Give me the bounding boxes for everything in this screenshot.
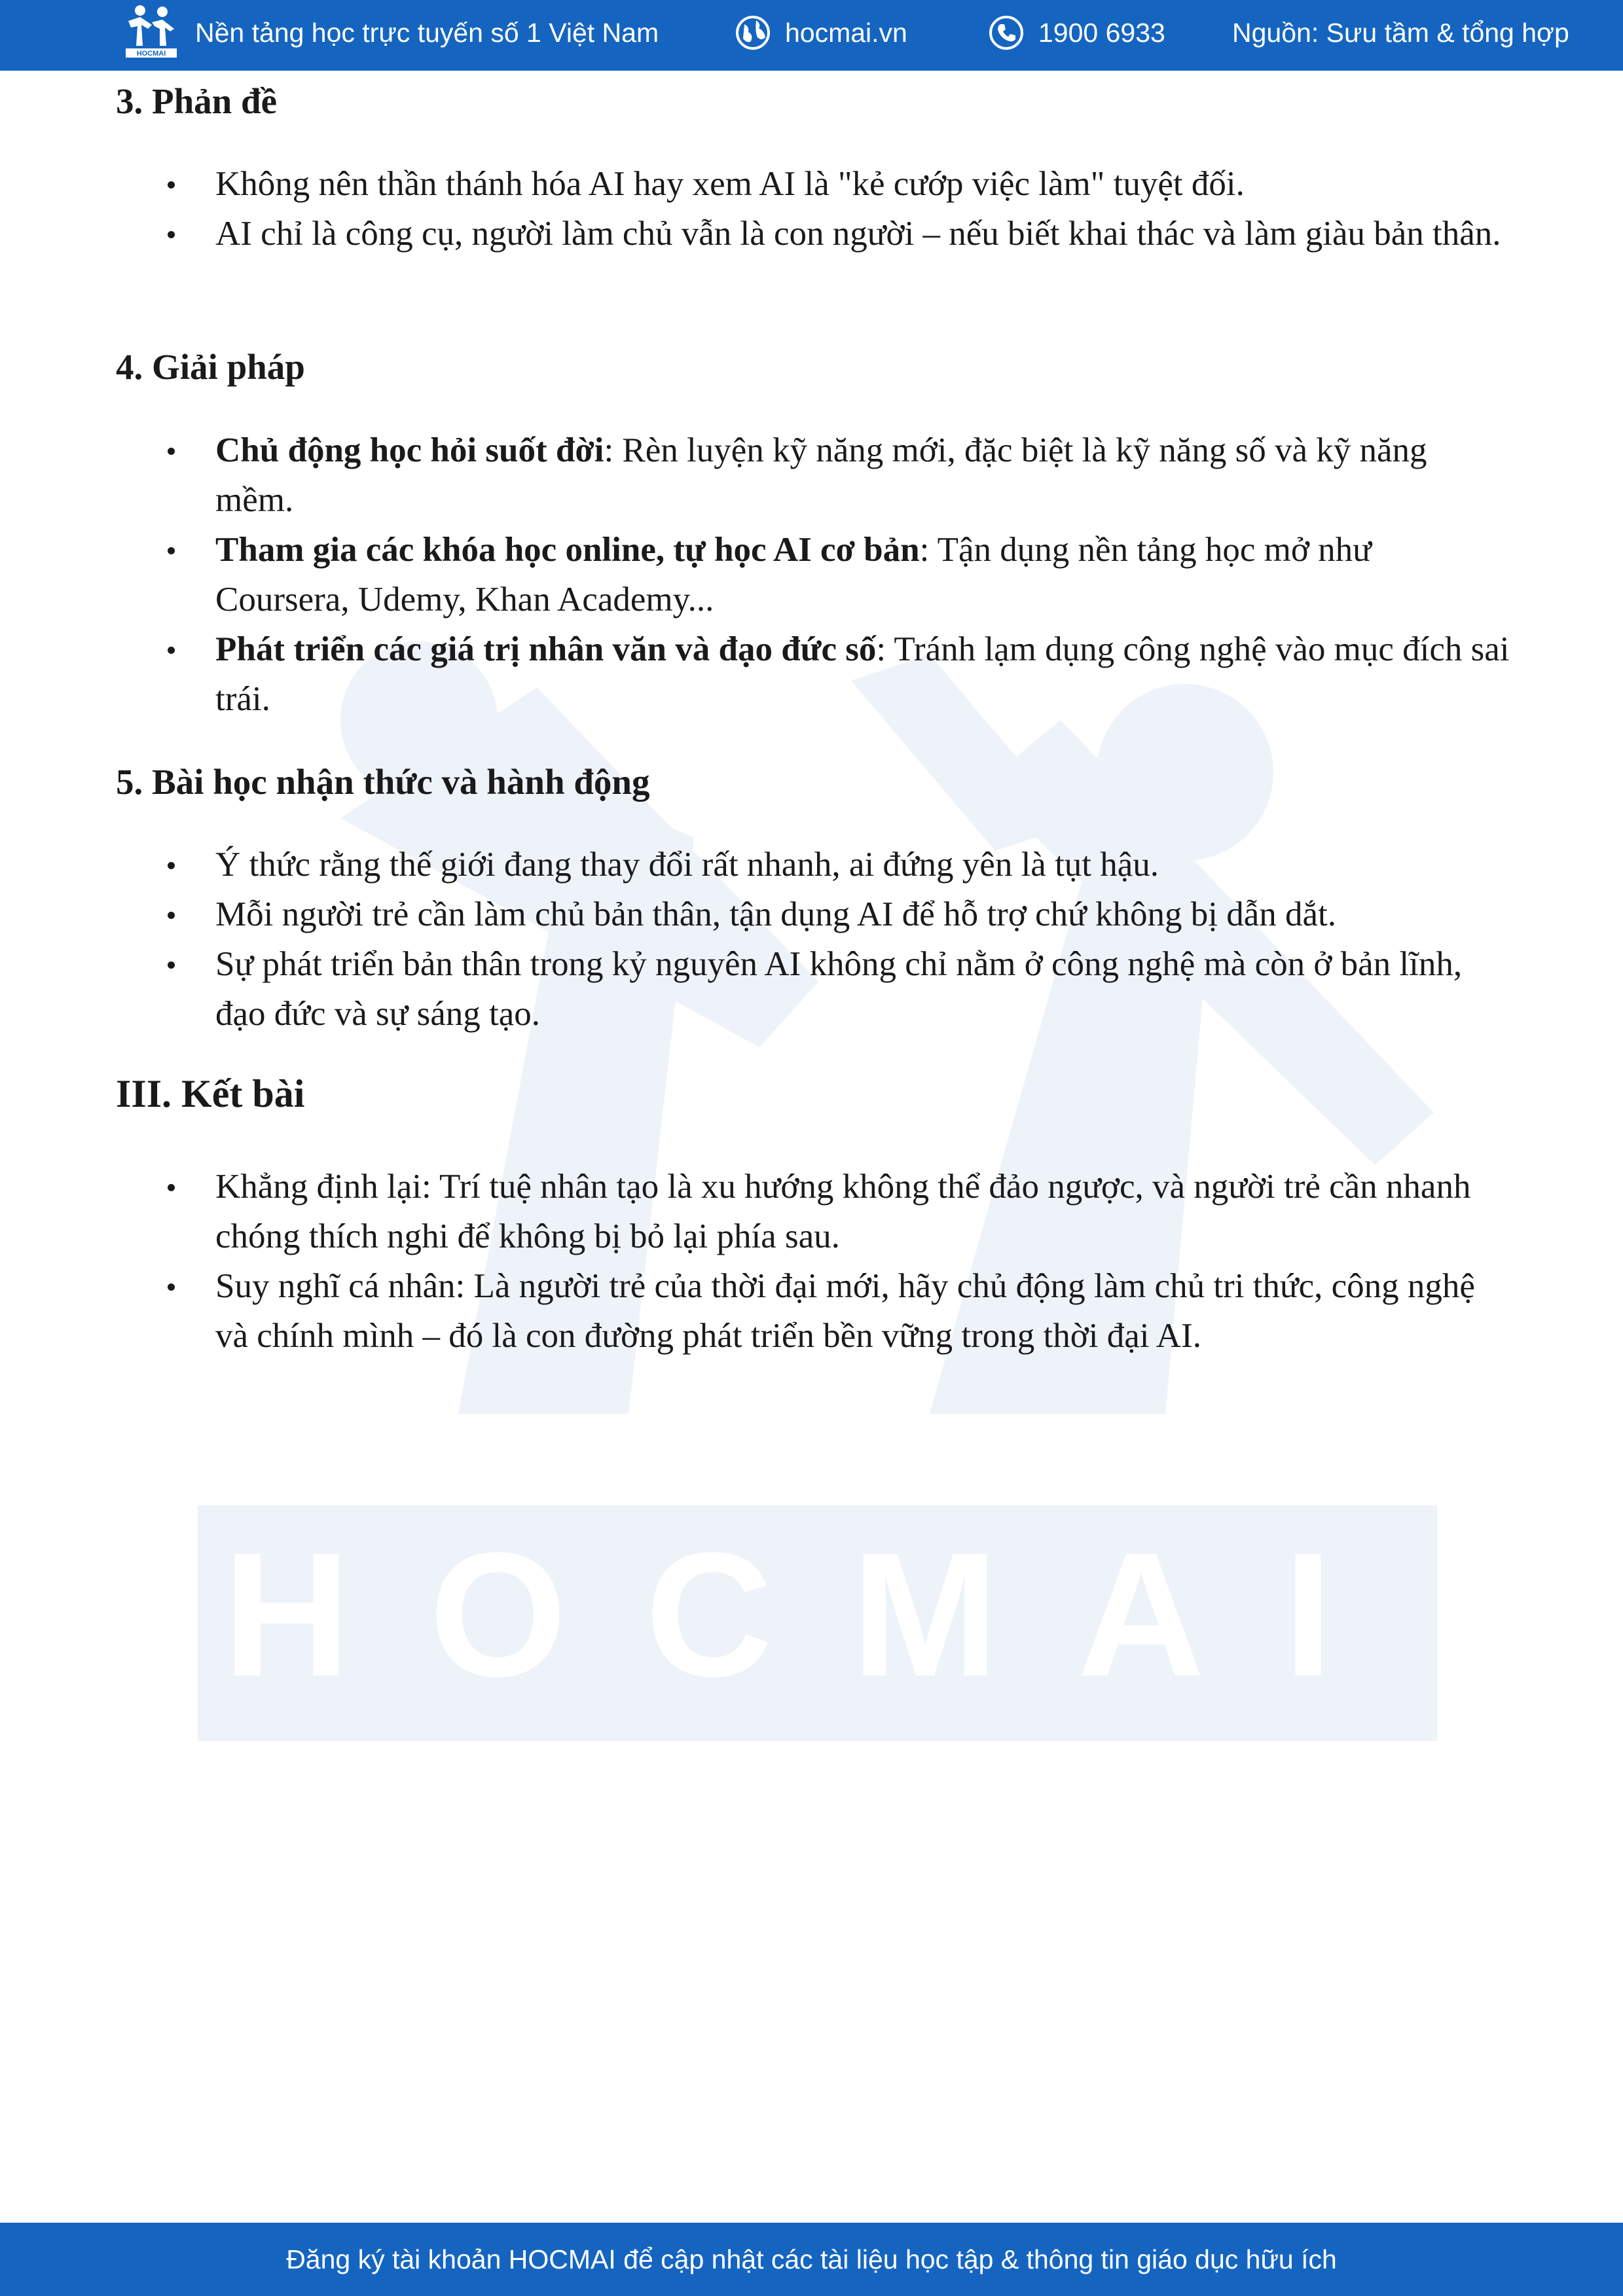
list-item: Mỗi người trẻ cần làm chủ bản thân, tận dụng AI để hỗ trợ chứ không bị dẫn dắt. xyxy=(0,889,1512,939)
header-source: Nguồn: Sưu tầm & tổng hợp xyxy=(1232,17,1569,48)
header-bar xyxy=(0,0,1623,71)
section-3-list xyxy=(0,159,1623,259)
list-item: AI chỉ là công cụ, người làm chủ vẫn là con người – nếu biết khai thác và làm giàu bản thân. xyxy=(0,209,1512,259)
list-item: Phát triển các giá trị nhân văn và đạo đức số: Tránh lạm dụng công nghệ vào mục đích sai trái. xyxy=(0,624,1512,724)
list-item: Sự phát triển bản thân trong kỷ nguyên AI không chỉ nằm ở công nghệ mà còn ở bản lĩnh, đạo đức và sự sáng tạo. xyxy=(0,939,1512,1039)
list-item: Chủ động học hỏi suốt đời: Rèn luyện kỹ năng mới, đặc biệt là kỹ năng số và kỹ năng mềm. xyxy=(0,425,1512,525)
globe-icon xyxy=(735,15,771,50)
section-heading-5: 5. Bài học nhận thức và hành động xyxy=(116,762,650,802)
section-heading-conclusion: III. Kết bài xyxy=(116,1072,305,1115)
section-heading-4: 4. Giải pháp xyxy=(116,347,305,387)
section-heading-3: 3. Phản đề xyxy=(116,81,278,121)
phone-icon xyxy=(989,15,1024,50)
list-item: Khẳng định lại: Trí tuệ nhân tạo là xu hướng không thể đảo ngược, và người trẻ cần nhanh chóng thích nghi để không bị bỏ lại phía sau. xyxy=(0,1162,1512,1261)
list-item: Suy nghĩ cá nhân: Là người trẻ của thời đại mới, hãy chủ động làm chủ tri thức, công nghệ và chính mình – đó là con đường phát triển bền vững trong thời đại AI. xyxy=(0,1261,1512,1361)
list-item: Ý thức rằng thế giới đang thay đổi rất nhanh, ai đứng yên là tụt hậu. xyxy=(0,840,1512,889)
list-item: Tham gia các khóa học online, tự học AI cơ bản: Tận dụng nền tảng học mở như Coursera, Udemy, Khan Academy... xyxy=(0,525,1512,624)
header-slogan: Nền tảng học trực tuyến số 1 Việt Nam xyxy=(195,17,659,48)
section-5-list xyxy=(0,840,1623,1039)
watermark-text: HOCMAI xyxy=(223,1516,1412,1713)
header-website[interactable] xyxy=(735,0,907,65)
list-item: Không nên thần thánh hóa AI hay xem AI là "kẻ cướp việc làm" tuyệt đối. xyxy=(0,159,1512,209)
header-phone[interactable] xyxy=(989,0,1165,65)
section-4-list xyxy=(0,425,1623,724)
footer-bar xyxy=(0,2223,1623,2296)
conclusion-list xyxy=(0,1162,1623,1361)
website-label: hocmai.vn xyxy=(785,17,907,48)
phone-label: 1900 6933 xyxy=(1038,17,1165,48)
svg-text:HOCMAI: HOCMAI xyxy=(136,50,166,58)
footer-text[interactable]: Đăng ký tài khoản HOCMAI để cập nhật các tài liệu học tập & thông tin giáo dục hữu ích xyxy=(286,2244,1337,2274)
hocmai-logo-icon xyxy=(122,3,181,59)
